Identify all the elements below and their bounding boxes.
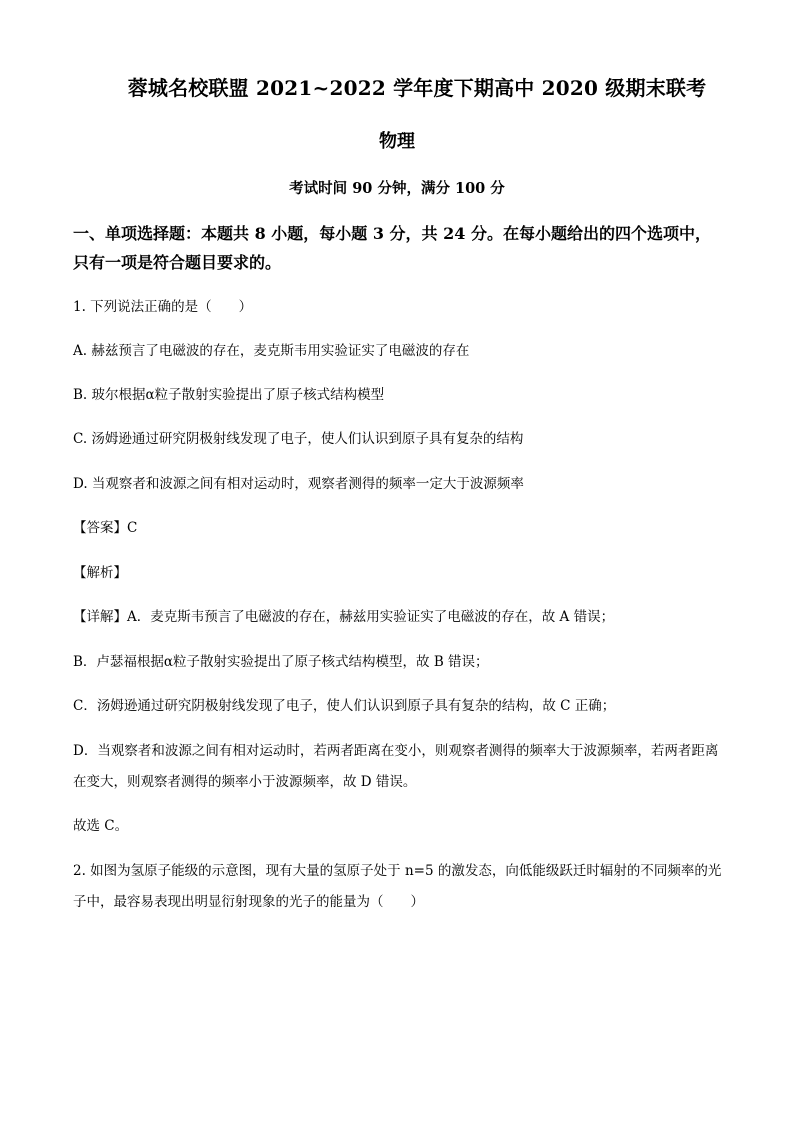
conclusion: 故选 C。 xyxy=(73,818,129,834)
answer-label: 【答案】C xyxy=(73,520,138,536)
detail-line-d: D．当观察者和波源之间有相对运动时，若两者距离在变小，则观察者测得的频率大于波源频率，若两者距离在变大，则观察者测得的频率小于波源频率，故 D 错误。 xyxy=(73,743,719,790)
question-1-option-b: B. 玻尔根据α粒子散射实验提出了原子核式结构模型 xyxy=(73,387,385,403)
page-title: 蓉城名校联盟 2021~2022 学年度下期高中 2020 级期末联考 xyxy=(127,76,707,100)
question-2-stem: 2. 如图为氢原子能级的示意图，现有大量的氢原子处于 n=5 的激发态，向低能级跃迁时辐射的不同频率的光子中，最容易表现出明显衍射现象的光子的能量为（ ） xyxy=(73,863,722,910)
detail-line-c: C．汤姆逊通过研究阴极射线发现了电子，使人们认识到原子具有复杂的结构，故 C 正确； xyxy=(73,698,616,714)
question-1-option-c: C. 汤姆逊通过研究阴极射线发现了电子，使人们认识到原子具有复杂的结构 xyxy=(73,431,524,447)
question-1-stem: 1. 下列说法正确的是（ ） xyxy=(73,299,253,315)
detail-line-a: 【详解】A．麦克斯韦预言了电磁波的存在，赫兹用实验证实了电磁波的存在，故 A 错误； xyxy=(73,609,615,625)
exam-info: 考试时间 90 分钟，满分 100 分 xyxy=(289,180,505,197)
subject-title: 物理 xyxy=(379,131,415,152)
detail-line-b: B．卢瑟福根据α粒子散射实验提出了原子核式结构模型，故 B 错误； xyxy=(73,654,489,670)
analysis-label: 【解析】 xyxy=(73,565,127,581)
question-1-option-d: D. 当观察者和波源之间有相对运动时，观察者测得的频率一定大于波源频率 xyxy=(73,476,524,492)
section-heading: 一、单项选择题：本题共 8 小题，每小题 3 分，共 24 分。在每小题给出的四个选项中，只有一项是符合题目要求的。 xyxy=(73,224,711,272)
question-1-option-a: A. 赫兹预言了电磁波的存在，麦克斯韦用实验证实了电磁波的存在 xyxy=(73,343,470,359)
